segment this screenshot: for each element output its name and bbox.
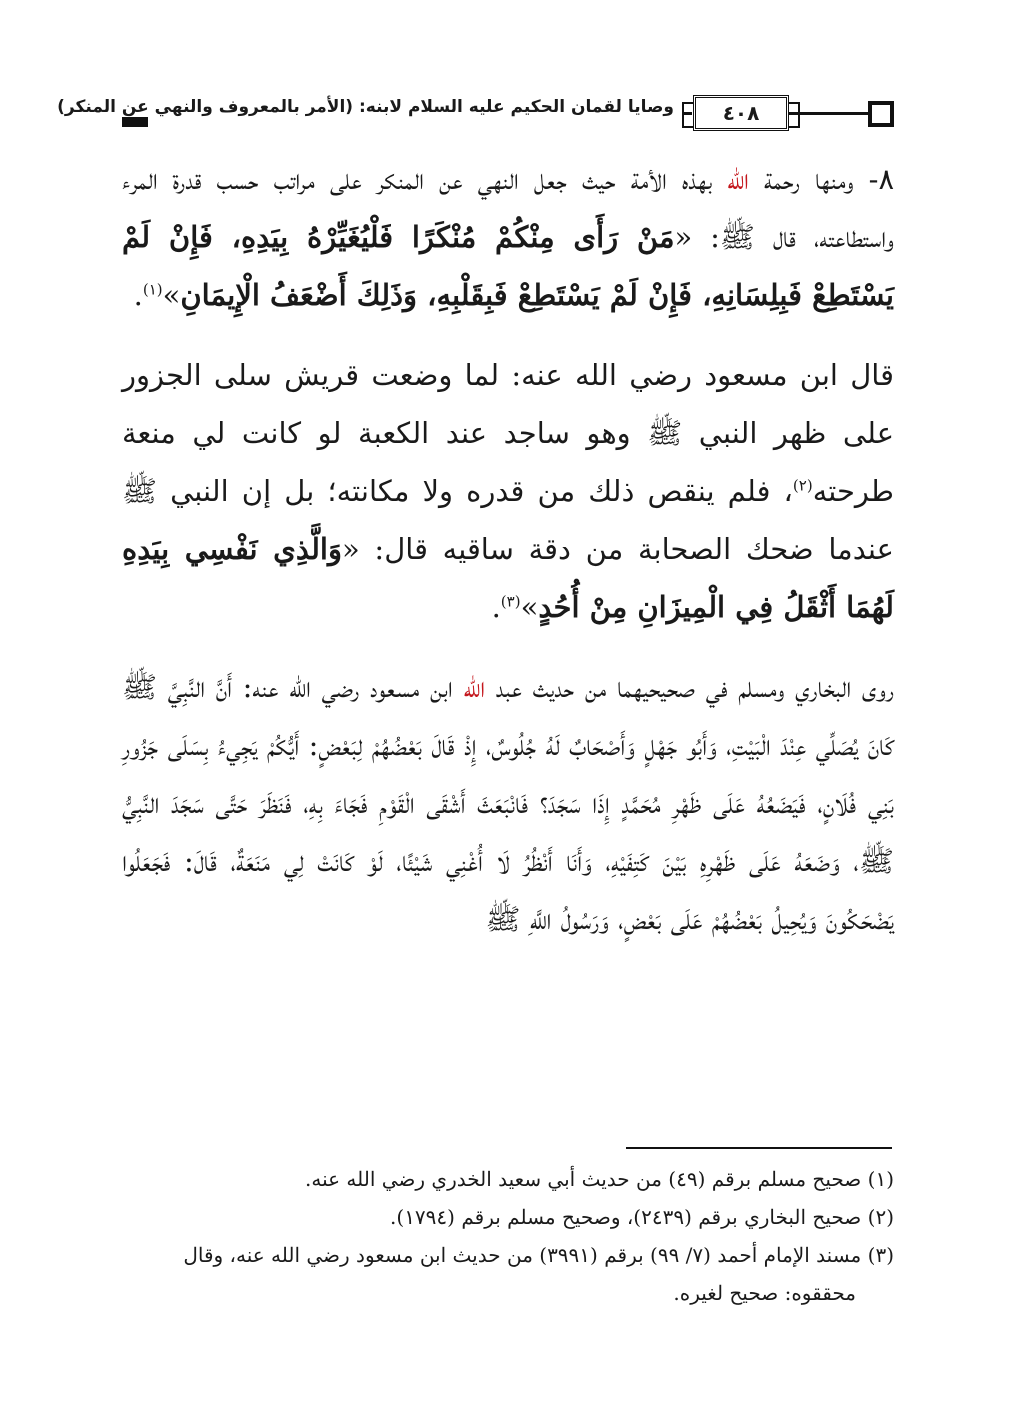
- footnotes: [122, 1160, 894, 1312]
- p1-text-b: بهذه الأمة حيث جعل النهي عن المنكر على مراتب حسب قدرة المرء واستطاعته، قال ﷺ: «: [122, 162, 894, 254]
- running-header: [57, 95, 894, 131]
- p2-hadith-quote: وَالَّذِي نَفْسِي بِيَدِهِ لَهُمَا أَثْقَلُ فِي الْمِيزَانِ مِنْ أُحُدٍ: [122, 532, 894, 624]
- p2-text-a: قال ابن مسعود رضي الله عنه: لما وضعت قريش سلى الجزور على ظهر النبي ﷺ وهو ساجد عند الكعبة لو كانت لي منعة طرحته: [122, 358, 894, 508]
- paragraph-1: [122, 150, 894, 324]
- header-rule-right: [789, 112, 869, 115]
- p3-divine-name: الله: [463, 670, 486, 704]
- p1-divine-name: الله: [727, 162, 749, 196]
- footnote-ref-3[interactable]: (٣): [500, 592, 521, 611]
- footnote-2: (٢) صحيح البخاري برقم (٢٤٣٩)، وصحيح مسلم برقم (١٧٩٤).: [390, 1205, 894, 1229]
- p1-hadith-quote: مَنْ رَأَى مِنْكُمْ مُنْكَرًا فَلْيُغَيِّرْهُ بِيَدِهِ، فَإِنْ لَمْ يَسْتَطِعْ فَبِلِسَانِهِ، فَإِنْ لَمْ يَسْتَطِعْ فَبِقَلْبِهِ، وَذَلِكَ أَضْعَفُ الْإِيمَانِ: [122, 220, 894, 312]
- header-ornament-right: [868, 101, 894, 127]
- page-number: ٤٠٨: [693, 95, 789, 131]
- footnote-ref-1[interactable]: (١): [142, 280, 163, 299]
- main-text: [122, 150, 894, 948]
- footnote-ref-2[interactable]: (٢): [792, 476, 813, 495]
- paragraph-3: [122, 658, 894, 948]
- p1-end: .: [133, 278, 143, 312]
- footnote-separator: [626, 1147, 892, 1149]
- p3-text-a: روى البخاري ومسلم في صحيحيهما من حديث عبد: [485, 670, 894, 704]
- footnote-3-continued: محققوه: صحيح لغيره.: [673, 1281, 856, 1305]
- paragraph-2: [122, 346, 894, 636]
- p2-text-b: ، فلم ينقص ذلك من قدره ولا مكانته؛ بل إن النبي ﷺ عندما ضحك الصحابة من دقة ساقيه قال: «: [122, 474, 894, 566]
- p1-text-a: ٨- ومنها رحمة: [748, 162, 895, 196]
- footnote-1: (١) صحيح مسلم برقم (٤٩) من حديث أبي سعيد الخدري رضي الله عنه.: [304, 1167, 894, 1191]
- p1-quote-close: »: [162, 278, 181, 312]
- footnote-3: (٣) مسند الإمام أحمد (٧/ ٩٩) برقم (٣٩٩١) من حديث ابن مسعود رضي الله عنه، وقال: [183, 1243, 894, 1267]
- running-title: وصايا لقمان الحكيم عليه السلام لابنه: (الأمر بالمعروف والنهي عن المنكر): [49, 97, 682, 117]
- p2-quote-close: »: [520, 590, 539, 624]
- p3-text-b: ابن مسعود رضي الله عنه: أَنَّ النَّبِيَّ ﷺ كَانَ يُصَلِّي عِنْدَ الْبَيْتِ، وَأَبُو جَهْلٍ وَأَصْحَابٌ لَهُ جُلُوسٌ، إِذْ قَالَ بَعْضُهُمْ لِبَعْضٍ: أَيُّكُمْ يَجِيءُ بِسَلَى جَزُورِ بَنِي فُلَانٍ، فَيَضَعُهُ عَلَى ظَهْرِ مُحَمَّدٍ إِذَا سَجَدَ؟ فَانْبَعَثَ أَشْقَى الْقَوْمِ فَجَاءَ بِهِ، فَنَظَرَ حَتَّى سَجَدَ النَّبِيُّ ﷺ، وَضَعَهُ عَلَى ظَهْرِهِ بَيْنَ كَتِفَيْهِ، وَأَنَا أَنْظُرُ لَا أُغْنِي شَيْئًا، لَوْ كَانَتْ لِي مَنَعَةٌ، قَالَ: فَجَعَلُوا يَضْحَكُونَ وَيُحِيلُ بَعْضُهُمْ عَلَى بَعْضٍ، وَرَسُولُ اللَّهِ ﷺ: [122, 670, 894, 936]
- p2-end: .: [491, 590, 501, 624]
